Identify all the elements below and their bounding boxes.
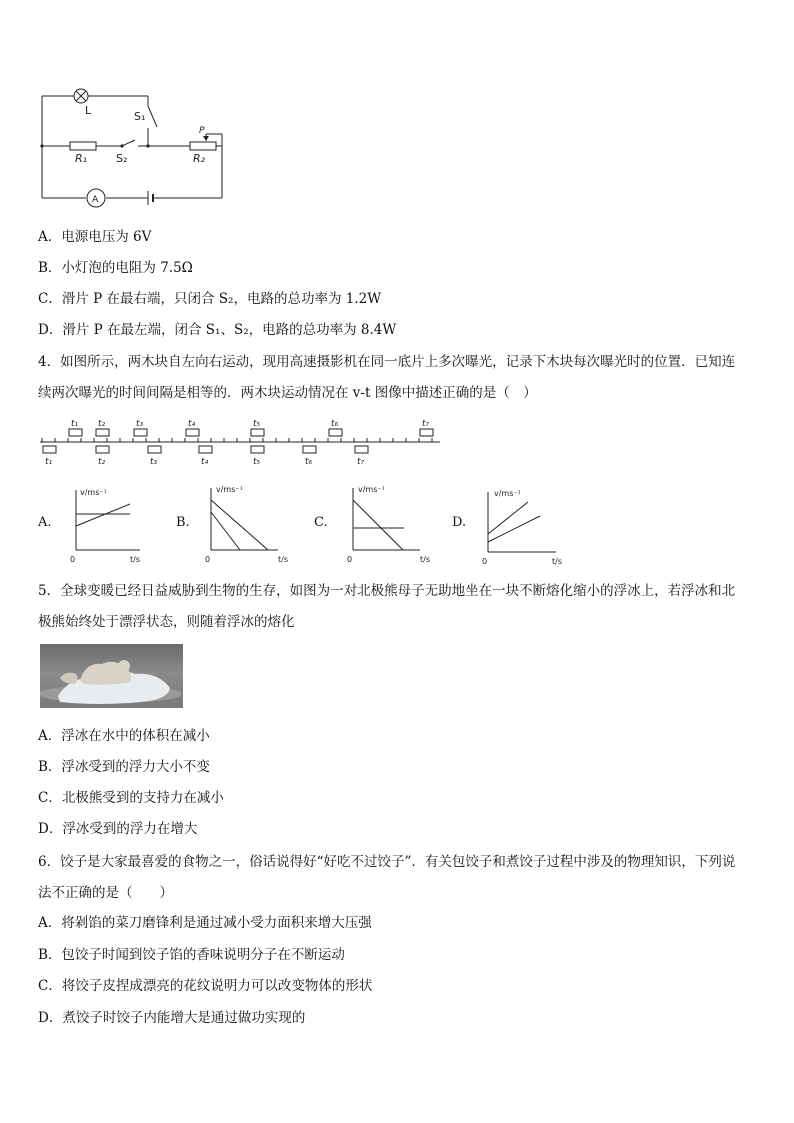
- graph-c-xaxis: t/s: [420, 555, 430, 564]
- q5-option-c: C．北极熊受到的支持力在减小: [38, 790, 224, 806]
- q3-option-d: D．滑片 P 在最左端，闭合 S₁、S₂，电路的总功率为 8.4W: [38, 322, 397, 338]
- graph-d-origin: 0: [482, 557, 488, 566]
- top-label-t6: t₆: [331, 419, 339, 429]
- top-label-t7: t₇: [422, 419, 430, 429]
- q6-option-b: B．包饺子时闻到饺子馅的香味说明分子在不断运动: [38, 947, 345, 963]
- graph-a-yaxis: v/ms⁻¹: [80, 488, 107, 497]
- q3-option-c: C．滑片 P 在最右端，只闭合 S₂，电路的总功率为 1.2W: [38, 291, 382, 307]
- graph-a: [62, 484, 162, 566]
- bottom-label-t2: t₂: [98, 457, 106, 467]
- exposure-strip: [38, 416, 448, 468]
- graph-label-c: C.: [314, 515, 328, 530]
- q5-text-line2: 极熊始终处于漂浮状态，则随着浮冰的熔化: [38, 614, 295, 630]
- bottom-label-t4: t₄: [201, 457, 209, 467]
- q6-text-line1: 6．饺子是大家最喜爱的食物之一，俗话说得好“好吃不过饺子”．有关包饺子和煮饺子过程中涉及的物理知识，下列说: [38, 854, 736, 870]
- bottom-label-t3: t₃: [150, 457, 158, 467]
- bottom-label-t1: t₁: [45, 457, 53, 467]
- graph-label-d: D.: [452, 515, 467, 530]
- label-r1: R₁: [75, 152, 88, 165]
- top-label-t5: t₅: [253, 419, 261, 429]
- top-label-t1: t₁: [71, 419, 79, 429]
- label-s2: S₂: [116, 152, 128, 165]
- graph-b: [198, 480, 298, 566]
- graph-label-b: B.: [176, 515, 190, 530]
- bottom-label-t6: t₆: [305, 457, 313, 467]
- q4-text-line1: 4．如图所示，两木块自左向右运动，现用高速摄影机在同一底片上多次曝光，记录下木块每次曝光时的位置．已知连: [38, 354, 736, 370]
- graph-a-origin: 0: [70, 555, 76, 564]
- bottom-label-t5: t₅: [253, 457, 261, 467]
- top-label-t3: t₃: [136, 419, 144, 429]
- q5-option-a: A．浮冰在水中的体积在减小: [38, 728, 210, 744]
- q5-option-b: B．浮冰受到的浮力大小不变: [38, 759, 210, 775]
- top-label-t4: t₄: [188, 419, 196, 429]
- q5-text-line1: 5．全球变暖已经日益威胁到生物的生存，如图为一对北极熊母子无助地坐在一块不断熔化缩小的浮冰上，若浮冰和北: [38, 583, 736, 599]
- graph-b-origin: 0: [205, 555, 211, 564]
- q6-text-line2: 法不正确的是（ ）: [38, 885, 173, 901]
- graph-d-xaxis: t/s: [552, 557, 562, 566]
- label-r2: R₂: [193, 152, 206, 165]
- graph-b-yaxis: v/ms⁻¹: [216, 485, 243, 494]
- graph-c-yaxis: v/ms⁻¹: [358, 485, 385, 494]
- graph-a-xaxis: t/s: [130, 555, 140, 564]
- q6-option-d: D．煮饺子时饺子内能增大是通过做功实现的: [38, 1010, 306, 1026]
- label-lamp: L: [85, 104, 92, 117]
- q3-option-b: B．小灯泡的电阻为 7.5Ω: [38, 260, 193, 276]
- top-label-t2: t₂: [98, 419, 106, 429]
- graph-c: [340, 480, 440, 566]
- graph-d: [476, 482, 576, 566]
- circuit-diagram: [30, 84, 240, 214]
- graph-label-a: A.: [38, 515, 52, 530]
- q6-option-c: C．将饺子皮捏成漂亮的花纹说明力可以改变物体的形状: [38, 978, 373, 994]
- label-s1: S₁: [134, 110, 146, 123]
- q5-option-d: D．浮冰受到的浮力在增大: [38, 821, 198, 837]
- polar-bear-photo: [40, 644, 183, 708]
- graph-b-xaxis: t/s: [278, 555, 288, 564]
- q4-text-line2: 续两次曝光的时间间隔是相等的．两木块运动情况在 v-t 图像中描述正确的是（ ）: [38, 385, 537, 401]
- graph-d-yaxis: v/ms⁻¹: [494, 489, 521, 498]
- label-ammeter: A: [92, 195, 99, 205]
- q3-option-a: A．电源电压为 6V: [38, 229, 152, 245]
- bottom-label-t7: t₇: [357, 457, 365, 467]
- q6-option-a: A．将剁馅的菜刀磨锋利是通过减小受力面积来增大压强: [38, 915, 372, 931]
- graph-c-origin: 0: [347, 555, 353, 564]
- label-p: P: [199, 126, 205, 136]
